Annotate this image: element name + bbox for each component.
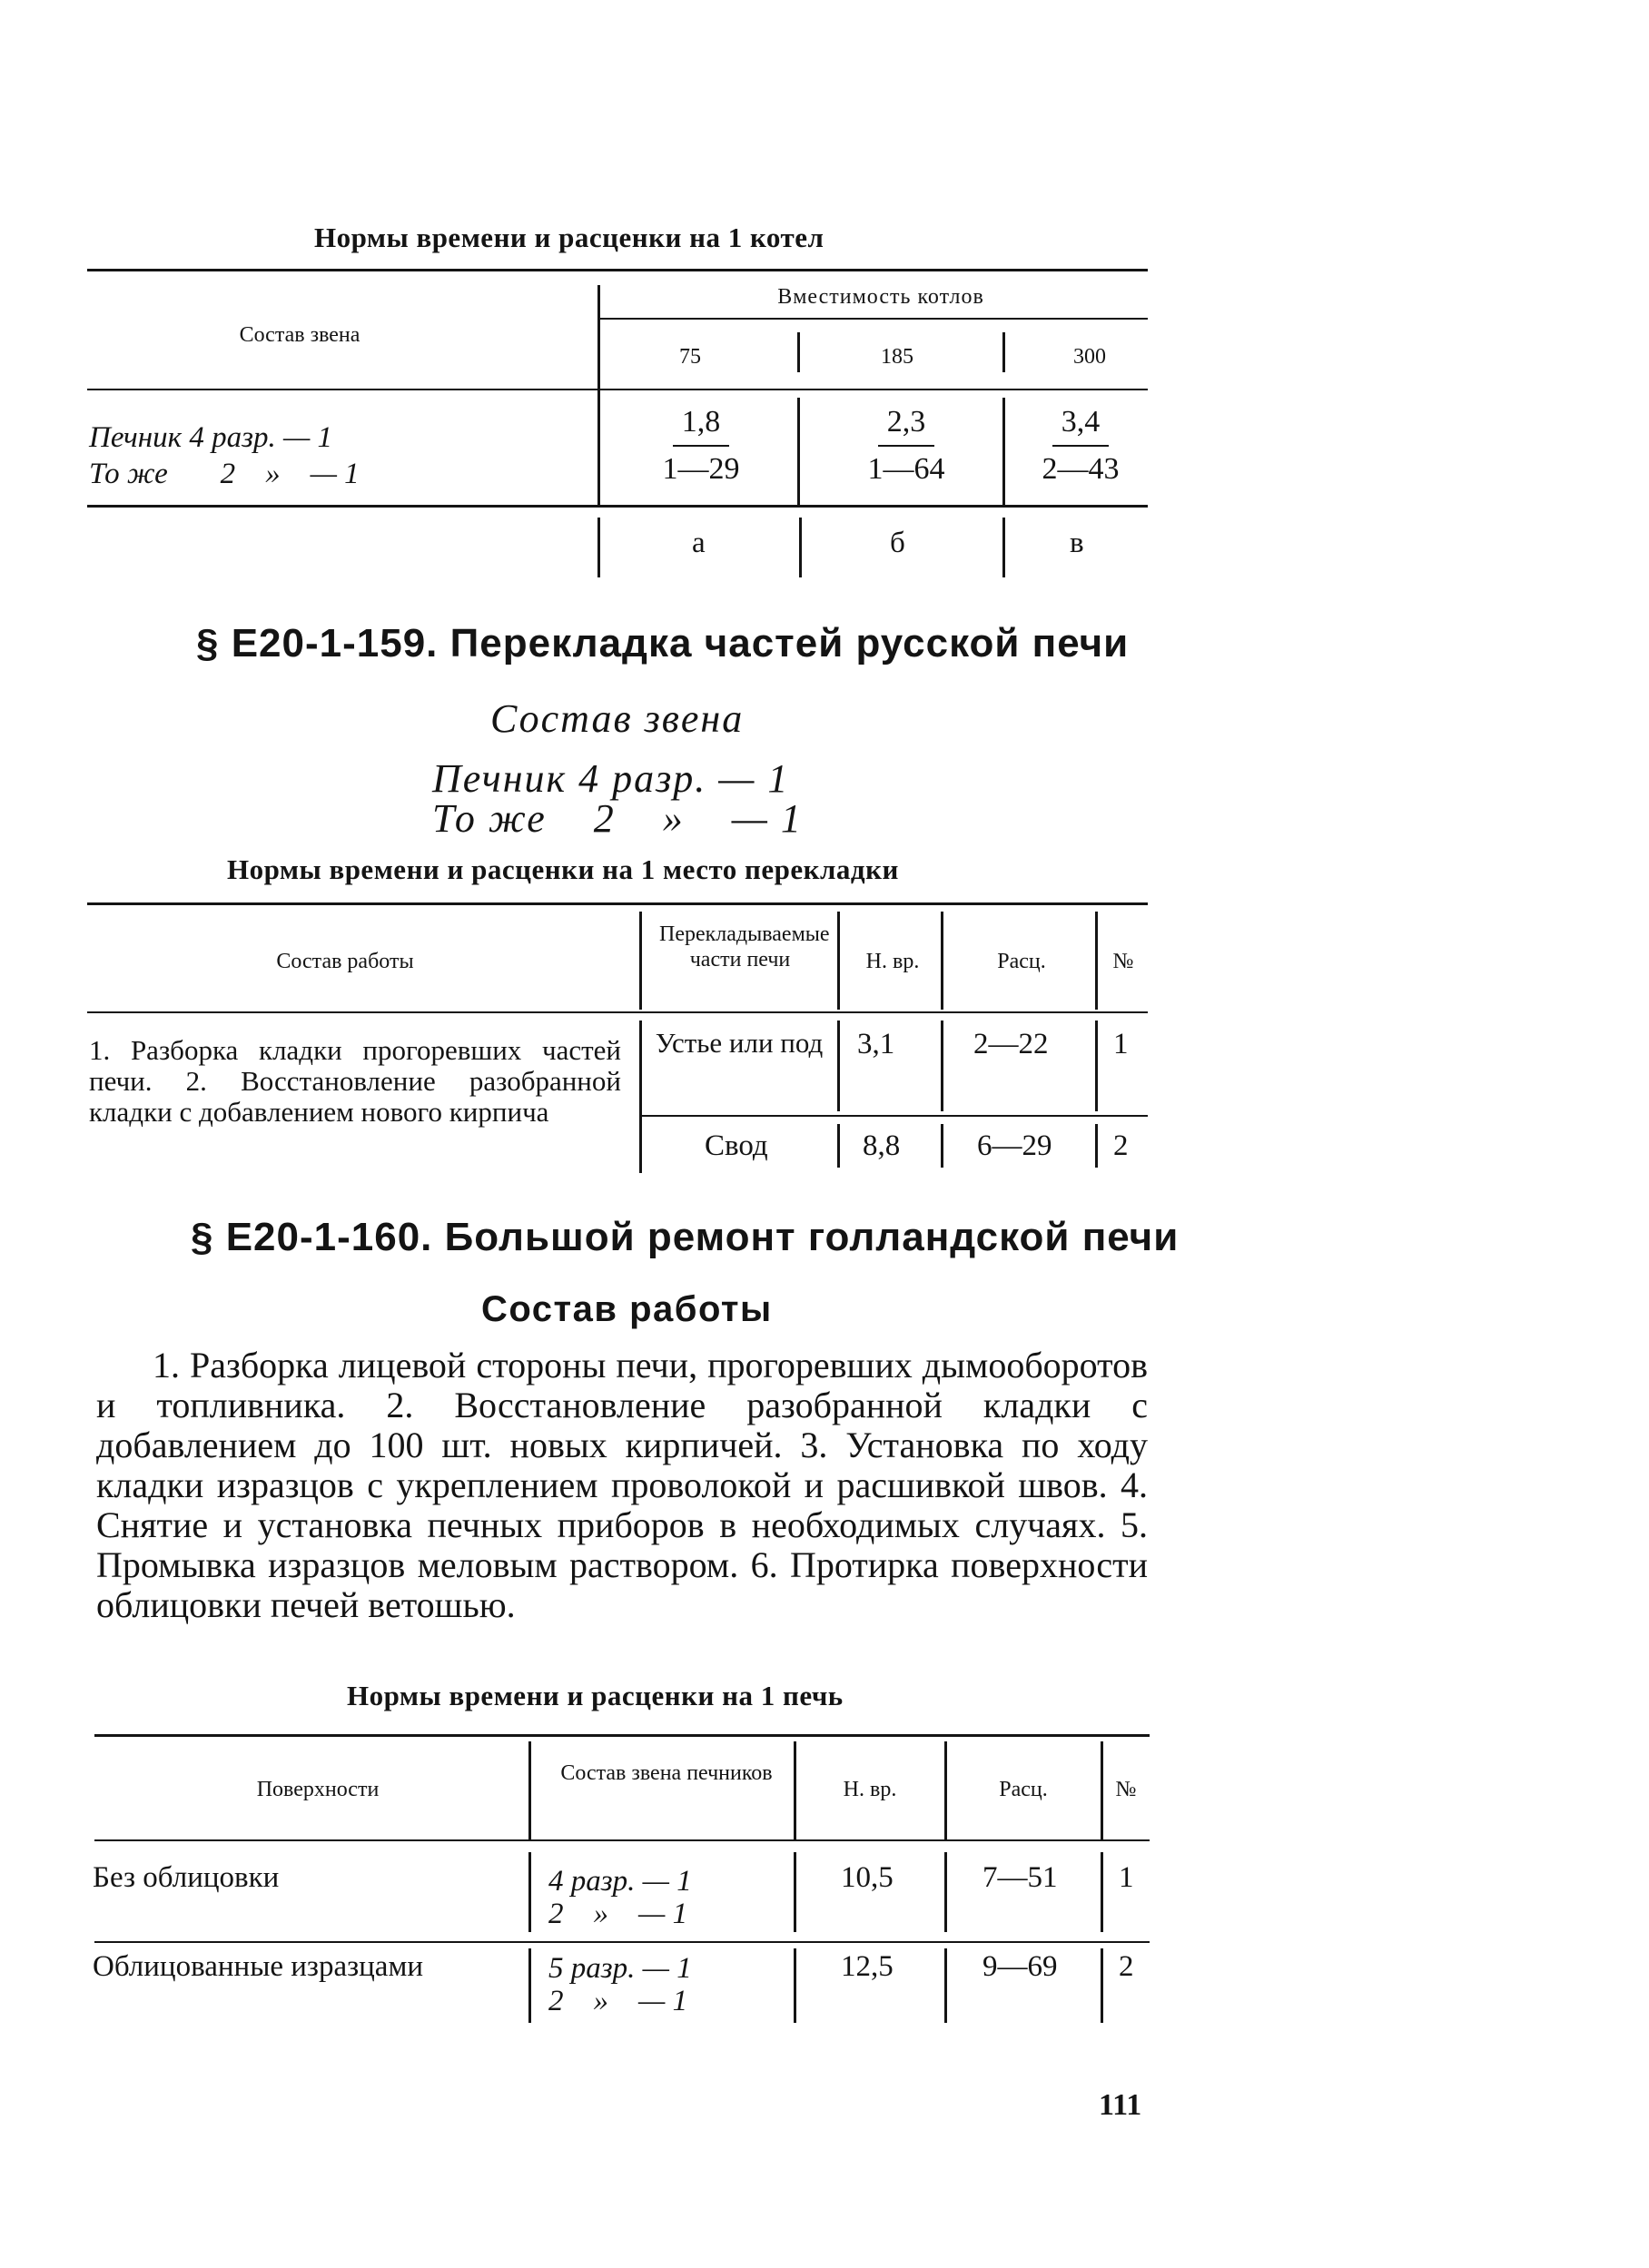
table2-header-time: Н. вр. [865, 950, 920, 973]
table3-header-rate: Расц. [999, 1778, 1048, 1801]
table2-row2-vline-d [1095, 1124, 1098, 1168]
table1-cap-185: 185 [881, 345, 913, 369]
table2-body-vline-a [639, 1021, 642, 1173]
table3-caption: Нормы времени и расценки на 1 печь [347, 1680, 844, 1711]
table2-row1-time: 3,1 [857, 1028, 895, 1060]
table2-header-rate: Расц. [997, 950, 1046, 973]
table3-row2-crew1: 5 разр. — 1 [548, 1952, 692, 1985]
table3-row1-crew1: 4 разр. — 1 [548, 1865, 692, 1898]
table3-row1-time: 10,5 [841, 1861, 894, 1894]
table1-cap-300: 300 [1073, 345, 1106, 369]
section-159-crew-line2: То же 2 » — 1 [432, 796, 803, 841]
rate: 1—29 [662, 452, 740, 486]
table1-vline-body-2 [1002, 398, 1005, 505]
table1-letters-vline-2 [1002, 518, 1005, 577]
table2-header-work: Состав работы [276, 950, 414, 973]
table2-row2-vline-b [837, 1124, 840, 1168]
table3-row1-vline-c [944, 1852, 947, 1932]
table2-row1-rate: 2—22 [973, 1028, 1049, 1060]
table3-header-rule [94, 1839, 1150, 1841]
table2-header-rule [87, 1011, 1148, 1013]
table3-row2-vline-b [794, 1948, 796, 2023]
table1-value-75 [647, 405, 755, 487]
table3-header-time: Н. вр. [843, 1778, 897, 1801]
time-norm: 3,4 [1052, 405, 1110, 447]
table2-vline-a [639, 912, 642, 1010]
table2-row1-parts: Устье или под [655, 1027, 824, 1059]
table2-row2-parts: Свод [705, 1129, 768, 1162]
table2-row2-time: 8,8 [863, 1129, 901, 1162]
table1-top-rule [87, 269, 1148, 271]
table2-row2-num: 2 [1113, 1129, 1129, 1162]
table3-row1-num: 1 [1119, 1861, 1134, 1894]
table1-letter-b: б [890, 527, 905, 559]
table2-work-text: 1. Разборка кладки прогоревших частей печи. 2. Восстановление разобранной кладки с добавлением нового кирпича [89, 1034, 621, 1128]
table3-row1-vline-d [1101, 1852, 1103, 1932]
table1-letter-a: а [692, 527, 706, 559]
table2-body-vline-b [837, 1021, 840, 1111]
section-160-title: § Е20-1-160. Большой ремонт голландской печи [191, 1215, 1180, 1259]
table3-header-crew: Состав звена печников [560, 1761, 773, 1785]
time-norm: 1,8 [673, 405, 730, 447]
table2-header-num: № [1112, 950, 1134, 973]
table3-row1-crew2: 2 » — 1 [548, 1898, 688, 1930]
table2-vline-c [941, 912, 943, 1010]
table2-vline-d [1095, 912, 1098, 1010]
table1-cap-75: 75 [679, 345, 701, 369]
table1-group-rule [599, 318, 1148, 320]
table3-row2-rate: 9—69 [982, 1950, 1058, 1983]
table2-row1-num: 1 [1113, 1028, 1129, 1060]
table2-row-rule [641, 1115, 1148, 1117]
table2-vline-b [837, 912, 840, 1010]
table1-header-crew: Состав звена [239, 323, 360, 347]
time-norm: 2,3 [878, 405, 935, 447]
table3-row1-rate: 7—51 [982, 1861, 1058, 1894]
table3-row1-surface: Без облицовки [93, 1861, 280, 1894]
table1-value-300 [1026, 405, 1135, 487]
table1-bottom-rule [87, 505, 1148, 508]
table3-row2-time: 12,5 [841, 1950, 894, 1983]
table3-row2-vline-a [528, 1948, 531, 2023]
table1-value-185 [852, 405, 961, 487]
table3-vline-b [794, 1741, 796, 1839]
table3-top-rule [94, 1734, 1150, 1737]
table1-header-rule [87, 389, 1148, 390]
table1-caption: Нормы времени и расценки на 1 котел [314, 222, 824, 253]
table2-body-vline-d [1095, 1021, 1098, 1111]
page-number: 111 [1099, 2088, 1142, 2122]
table3-vline-c [944, 1741, 947, 1839]
rate: 1—64 [867, 452, 945, 486]
table3-row2-num: 2 [1119, 1950, 1134, 1983]
section-160-work-title: Состав работы [481, 1289, 773, 1329]
table3-row-rule [94, 1941, 1150, 1943]
table2-row2-vline-c [941, 1124, 943, 1168]
table2-row2-rate: 6—29 [977, 1129, 1052, 1162]
table1-letters-vline-1 [799, 518, 802, 577]
table2-header-parts: Перекладываемые части печи [659, 922, 830, 971]
table1-letter-v: в [1070, 527, 1084, 559]
table3-row2-vline-d [1101, 1948, 1103, 2023]
rate: 2—43 [1042, 452, 1120, 486]
table1-vline-2 [1002, 332, 1005, 372]
table3-vline-a [528, 1741, 531, 1839]
table1-row-line2: То же 2 » — 1 [89, 458, 360, 490]
section-159-crew-line1: Печник 4 разр. — 1 [432, 756, 790, 801]
table3-row2-vline-c [944, 1948, 947, 2023]
table1-vline-1 [797, 332, 800, 372]
table3-row2-surface: Облицованные изразцами [93, 1950, 423, 1983]
table2-top-rule [87, 902, 1148, 905]
table2-body-vline-c [941, 1021, 943, 1111]
table3-row1-vline-b [794, 1852, 796, 1932]
section-160-work-text: 1. Разборка лицевой стороны печи, прогоревших дымооборотов и топливника. 2. Восстановление разобранной кладки с добавлением до 100 шт. новых кирпичей. 3. Установка по ходу кладки изразцов с укреплением проволокой и расшивкой швов. 4. Снятие и установка печных приборов в необходимых случаях. 5. Промывка изразцов меловым раствором. 6. Протирка поверхности облицовки печей ветошью. [96, 1345, 1148, 1625]
table2-caption: Нормы времени и расценки на 1 место перекладки [227, 853, 899, 885]
table3-header-surface: Поверхности [256, 1778, 380, 1801]
table3-row2-crew2: 2 » — 1 [548, 1985, 688, 2017]
table1-row-line1: Печник 4 разр. — 1 [89, 421, 333, 454]
table1-vline-body-1 [797, 398, 800, 505]
table1-letters-vline-0 [597, 518, 600, 577]
section-159-title: § Е20-1-159. Перекладка частей русской печи [196, 621, 1130, 666]
table3-row1-vline-a [528, 1852, 531, 1932]
section-159-crew-title: Состав звена [490, 696, 745, 741]
table1-group-header: Вместимость котлов [777, 285, 984, 309]
table3-header-num: № [1115, 1778, 1137, 1801]
